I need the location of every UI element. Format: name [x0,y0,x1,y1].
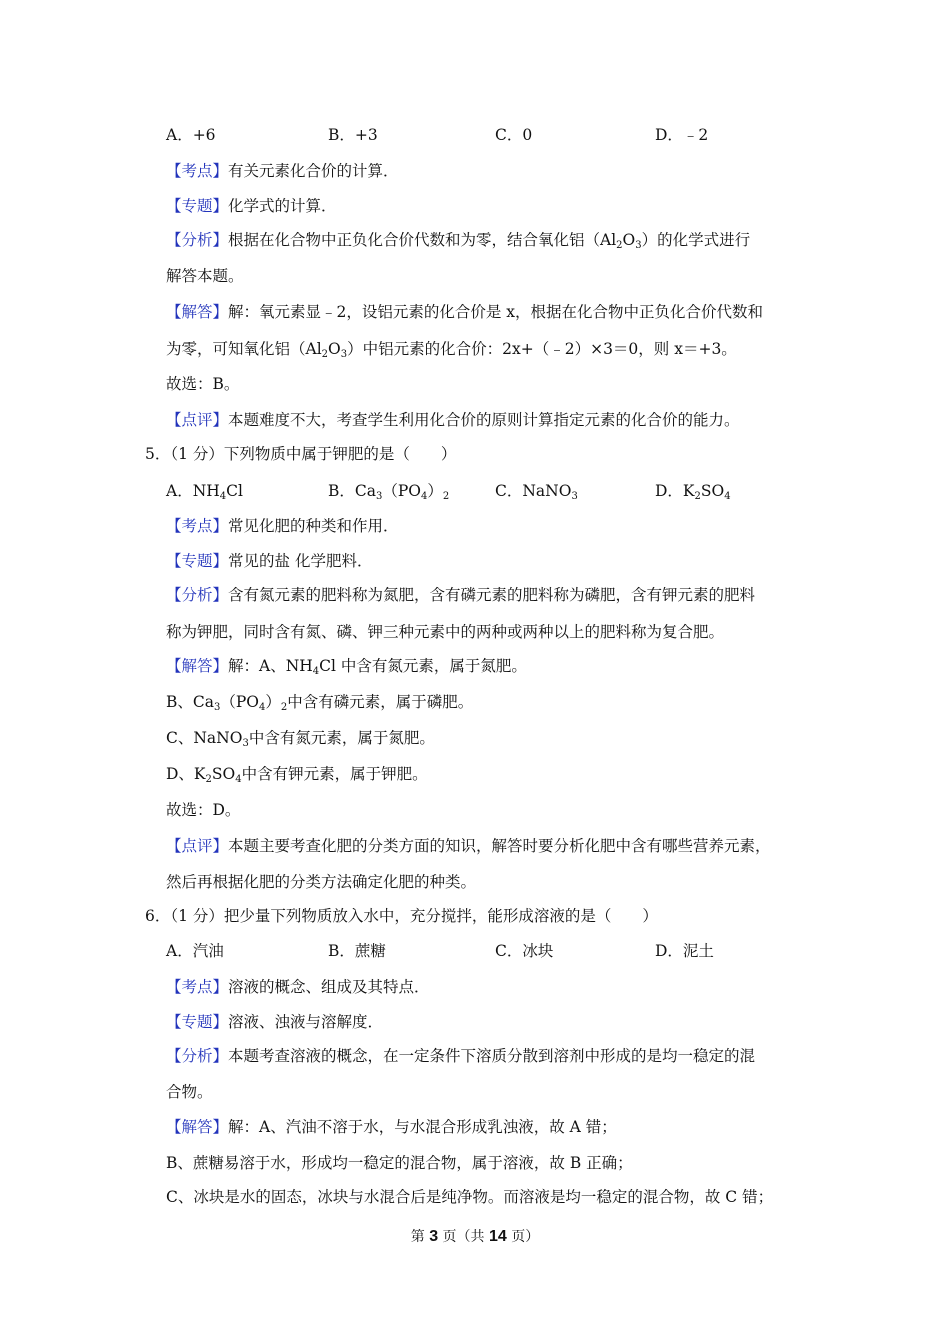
kaodian-tag: 【考点】 [166,517,229,535]
footer-text: 第 [410,1229,430,1245]
subscript: 3 [571,491,578,502]
q6-zhuanti [166,1012,383,1032]
q6-kaodian [166,977,430,997]
subscript: 4 [259,702,266,713]
q6-jieda-b: B、蔗糖易溶于水，形成均一稳定的混合物，属于溶液，故 B 正确； [166,1154,633,1172]
subscript: 4 [421,491,428,502]
option-b: B．+3 [328,126,378,144]
option-b [328,481,449,501]
option-c-text: C．NaNO [495,482,572,500]
dianping-tag: 【点评】 [166,411,229,429]
fenxi-text: 根据在化合物中正负化合价代数和为零，结合氧化铝（Al [228,231,617,249]
q6-stem: 6．（1 分）把少量下列物质放入水中，充分搅拌，能形成溶液的是（ ） [145,907,658,925]
q5-fenxi-cont: 称为钾肥，同时含有氮、磷、钾三种元素中的两种或两种以上的肥料称为复合肥。 [166,623,725,641]
q4-jieda-cont [166,339,737,359]
subscript: 2 [442,491,450,502]
zhuanti-tag: 【专题】 [166,197,229,215]
kaodian-text: 溶液的概念、组成及其特点． [228,978,430,996]
subscript: 4 [312,666,320,677]
page-number: 3 [429,1228,439,1245]
jieda-text: 解：氧元素显﹣2，设铝元素的化合价是 x，根据在化合物中正负化合价代数和 [228,303,764,321]
option-a-text: A．NH [166,482,220,500]
jieda-text: C、NaNO [166,729,243,747]
dianping-text: 本题主要考查化肥的分类方面的知识，解答时要分析化肥中含有哪些营养元素， [228,837,771,855]
q4-answer: 故选：B。 [166,375,240,393]
page-footer [0,1226,950,1246]
q4-fenxi-cont: 解答本题。 [166,267,244,285]
zhuanti-text: 溶液、浊液与溶解度． [228,1013,384,1031]
q5-fenxi [166,585,755,605]
q4-kaodian [166,161,399,181]
fenxi-text: 含有氮元素的肥料称为氮肥，含有磷元素的肥料称为磷肥，含有钾元素的肥料 [228,586,756,604]
q5-dianping [166,836,771,856]
option-b-text: ） [427,482,443,500]
fenxi-tag: 【分析】 [166,586,229,604]
subscript: 2 [694,491,701,502]
fenxi-tag: 【分析】 [166,1047,229,1065]
jieda-text: 中含有氮元素，属于氮肥。 [248,729,435,747]
jieda-text: SO [211,765,236,783]
jieda-text: B、Ca [166,693,214,711]
jieda-text: 解：A、NH [228,657,313,675]
q5-dianping-cont: 然后再根据化肥的分类方法确定化肥的种类。 [166,873,477,891]
kaodian-text: 有关元素化合价的计算． [228,162,399,180]
footer-text: 页） [506,1229,540,1245]
subscript: 3 [635,240,642,251]
jieda-text: D、K [166,765,206,783]
option-d-text: SO [700,482,725,500]
q5-jieda [166,656,527,676]
dianping-tag: 【点评】 [166,837,229,855]
subscript: 4 [235,774,242,785]
option-c: C．冰块 [495,942,554,960]
jieda-tag: 【解答】 [166,1118,229,1136]
q5-stem: 5．（1 分）下列物质中属于钾肥的是（ ） [145,445,457,463]
fenxi-text: O [622,231,636,249]
subscript: 4 [219,491,227,502]
option-b: B．蔗糖 [328,942,386,960]
option-d-text: D．K [655,482,695,500]
q4-jieda [166,302,763,322]
subscript: 2 [616,240,623,251]
jieda-text: （PO [220,693,260,711]
option-a: A．+6 [166,126,216,144]
subscript: 3 [340,349,348,360]
jieda-text: O [328,340,341,358]
kaodian-text: 常见化肥的种类和作用． [228,517,399,535]
jieda-text: ） [265,693,281,711]
q5-zhuanti [166,551,372,571]
jieda-text: Cl 中含有氮元素，属于氮肥。 [319,657,527,675]
q6-jieda [166,1117,617,1137]
subscript: 2 [321,349,329,360]
jieda-text: 中含有钾元素，属于钾肥。 [241,765,428,783]
zhuanti-text: 常见的盐 化学肥料． [228,552,373,570]
q6-jieda-c: C、冰块是水的固态，冰块与水混合后是纯净物。而溶液是均一稳定的混合物，故 C 错； [166,1188,774,1206]
jieda-tag: 【解答】 [166,303,229,321]
jieda-text: ）中铝元素的化合价：2x+（﹣2）×3＝0，则 x＝+3。 [347,340,737,358]
option-c [495,481,578,501]
option-b-text: B．Ca [328,482,376,500]
q5-kaodian [166,516,399,536]
dianping-text: 本题难度不大，考查学生利用化合价的原则计算指定元素的化合价的能力。 [228,411,740,429]
footer-text: 页（共 [438,1229,489,1245]
jieda-text: 为零，可知氧化铝（Al [166,340,322,358]
fenxi-text: 本题考查溶液的概念，在一定条件下溶质分散到溶剂中形成的是均一稳定的混 [228,1047,756,1065]
jieda-text: 中含有磷元素，属于磷肥。 [287,693,474,711]
fenxi-tag: 【分析】 [166,231,229,249]
q4-fenxi [166,230,750,250]
jieda-tag: 【解答】 [166,657,229,675]
option-a: A．汽油 [166,942,224,960]
subscript: 2 [280,702,288,713]
subscript: 2 [205,774,212,785]
kaodian-tag: 【考点】 [166,978,229,996]
option-d: D．﹣2 [655,126,709,144]
option-c: C．0 [495,126,533,144]
subscript: 3 [376,491,383,502]
q5-jieda-d [166,764,428,784]
option-a [166,481,243,501]
q5-jieda-c [166,728,435,748]
q6-fenxi-cont: 合物。 [166,1083,213,1101]
q4-zhuanti [166,196,337,216]
subscript: 4 [724,491,731,502]
page-total: 14 [489,1228,507,1245]
fenxi-text: ）的化学式进行 [641,231,751,249]
option-d [655,481,731,501]
kaodian-tag: 【考点】 [166,162,229,180]
q4-dianping [166,410,740,430]
zhuanti-tag: 【专题】 [166,552,229,570]
q6-fenxi [166,1046,755,1066]
option-b-text: （PO [382,482,422,500]
zhuanti-tag: 【专题】 [166,1013,229,1031]
subscript: 3 [242,738,249,749]
q5-jieda-b [166,692,473,712]
q5-answer: 故选：D。 [166,801,241,819]
option-a-text: Cl [226,482,243,500]
option-d: D．泥土 [655,942,714,960]
subscript: 3 [214,702,221,713]
jieda-text: 解：A、汽油不溶于水，与水混合形成乳浊液，故 A 错； [228,1118,617,1136]
zhuanti-text: 化学式的计算． [228,197,337,215]
